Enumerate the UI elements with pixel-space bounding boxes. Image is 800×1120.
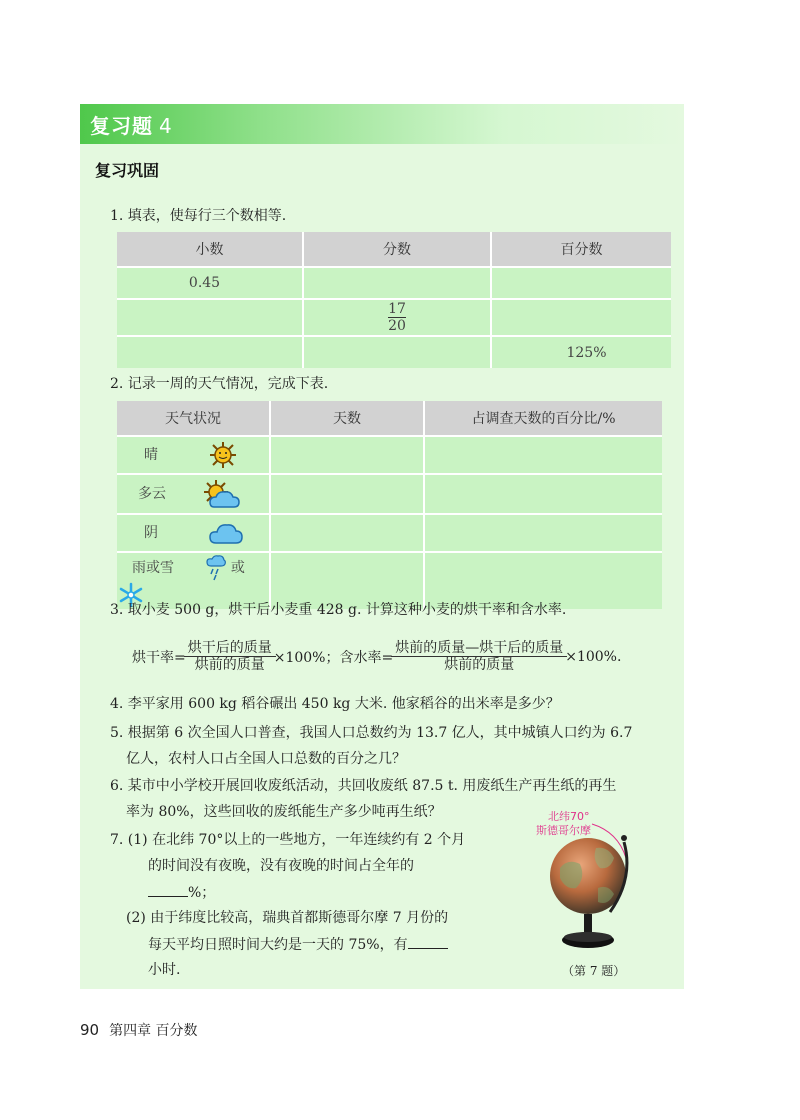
- answer-blank-2[interactable]: [408, 934, 448, 949]
- question-7-part2-line2: [148, 934, 448, 955]
- cell-cloudy-days[interactable]: [270, 474, 424, 514]
- label-rain-snow: 雨或雪: [132, 560, 174, 576]
- water-rate-numerator: 烘前的质量—烘干后的质量: [395, 640, 564, 656]
- section-title: [90, 110, 173, 139]
- cell-fraction-1[interactable]: [303, 267, 491, 299]
- page-number: 90: [80, 1021, 100, 1039]
- rate-formula: [132, 640, 621, 673]
- water-rate-label: ×100%；含水率=: [273, 649, 394, 666]
- cell-sunny-days[interactable]: [270, 436, 424, 474]
- partly-cloudy-icon: [202, 479, 242, 509]
- cloud-icon: [208, 521, 244, 545]
- rain-icon: [206, 554, 226, 582]
- question-6-line2: 率为 80%，这些回收的废纸能生产多少吨再生纸？: [126, 804, 442, 820]
- question-5-line1: 5. 根据第 6 次全国人口普查，我国人口总数约为 13.7 亿人，其中城镇人口约为 6.7: [110, 725, 633, 741]
- dry-rate-numerator: 烘干后的质量: [187, 640, 272, 656]
- question-7-part2-text: 每天平均日照时间大约是一天的 75%，有: [148, 937, 408, 953]
- header-days: 天数: [270, 401, 424, 436]
- dry-rate-fraction: [186, 640, 274, 673]
- question-2: 2. 记录一周的天气情况，完成下表.: [110, 376, 329, 392]
- formula-end: ×100%.: [565, 648, 622, 665]
- cell-percent-2[interactable]: [491, 299, 671, 336]
- question-7-part2-line1: (2) 由于纬度比较高，瑞典首都斯德哥尔摩 7 月份的: [126, 910, 449, 926]
- header-percentage: 占调查天数的百分比/%: [424, 401, 662, 436]
- figure-caption: （第 7 题）: [562, 964, 626, 978]
- question-7-part1-line3: [148, 882, 215, 903]
- chapter-title: 第四章 百分数: [109, 1023, 198, 1039]
- header-decimal: 小数: [117, 232, 303, 267]
- label-latitude: 北纬70°: [548, 810, 590, 823]
- fraction-numerator: 17: [388, 301, 406, 317]
- cell-decimal-2[interactable]: [117, 299, 303, 336]
- question-4: 4. 李平家用 600 kg 稻谷碾出 450 kg 大米. 他家稻谷的出米率是多少？: [110, 696, 560, 712]
- header-fraction: 分数: [303, 232, 491, 267]
- globe-illustration: [548, 818, 638, 958]
- cell-overcast-days[interactable]: [270, 514, 424, 552]
- cell-fraction-3[interactable]: [303, 336, 491, 368]
- cell-overcast-percent[interactable]: [424, 514, 662, 552]
- fraction-denominator: 20: [388, 318, 406, 334]
- label-overcast: 阴: [144, 525, 158, 541]
- question-7-part1-line2: 的时间没有夜晚，没有夜晚的时间占全年的: [148, 858, 414, 874]
- cell-decimal-3[interactable]: [117, 336, 303, 368]
- value-decimal: 0.45: [188, 275, 221, 291]
- cell-cloudy: [117, 474, 270, 514]
- section-title-text: 复习题: [90, 114, 153, 138]
- subsection-title: 复习巩固: [95, 161, 160, 180]
- cell-overcast: [117, 514, 270, 552]
- question-6-line1: 6. 某市中小学校开展回收废纸活动，共回收废纸 87.5 t. 用废纸生产再生纸的再生: [110, 778, 617, 794]
- question-3: 3. 取小麦 500 g，烘干后小麦重 428 g. 计算这种小麦的烘干率和含水率.: [110, 602, 567, 618]
- answer-blank-1[interactable]: [148, 882, 188, 897]
- cell-sunny-percent[interactable]: [424, 436, 662, 474]
- cell-cloudy-percent[interactable]: [424, 474, 662, 514]
- header-weather: 天气状况: [117, 401, 270, 436]
- cell-sunny: [117, 436, 270, 474]
- sun-icon: [208, 441, 238, 469]
- value-percent: 125%: [566, 344, 607, 361]
- label-stockholm: 斯德哥尔摩: [536, 824, 591, 837]
- water-rate-fraction: [393, 640, 565, 673]
- page-footer: [80, 1020, 198, 1040]
- weather-table: [117, 401, 662, 609]
- header-percent: 百分数: [491, 232, 671, 267]
- question-7-part1-line1: 7. (1) 在北纬 70°以上的一些地方，一年连续约有 2 个月: [110, 832, 466, 848]
- percent-sign: %；: [188, 885, 216, 901]
- dry-rate-denominator: 烘前的质量: [194, 657, 265, 673]
- question-1: 1. 填表，使每行三个数相等.: [110, 208, 287, 224]
- cell-decimal-1[interactable]: [117, 267, 303, 299]
- water-rate-denominator: 烘前的质量: [444, 657, 515, 673]
- dry-rate-label: 烘干率=: [132, 649, 186, 666]
- conversion-table: [117, 232, 671, 368]
- fraction-17-20: [388, 301, 406, 334]
- question-5-line2: 亿人，农村人口占全国人口总数的百分之几？: [126, 751, 406, 767]
- label-sunny: 晴: [144, 447, 158, 463]
- cell-percent-1[interactable]: [491, 267, 671, 299]
- or-label: 或: [230, 560, 245, 576]
- cell-percent-3[interactable]: [491, 336, 671, 368]
- section-number: 4: [159, 114, 173, 138]
- label-partly-cloudy: 多云: [138, 486, 166, 502]
- question-7-part2-line3: 小时.: [148, 962, 181, 978]
- cell-fraction-2[interactable]: [303, 299, 491, 336]
